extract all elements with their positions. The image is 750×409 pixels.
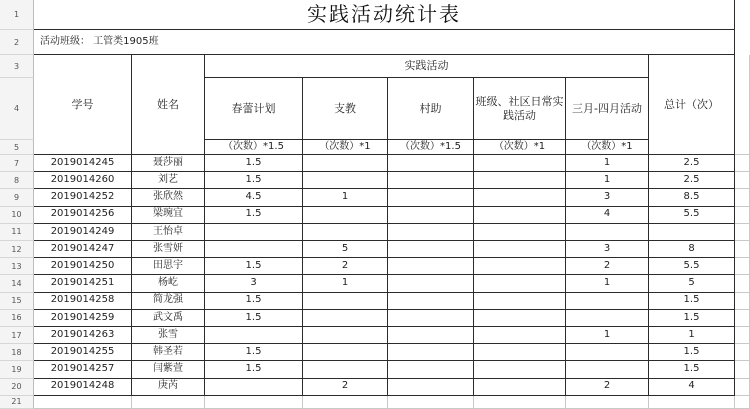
cell-name[interactable]: 梁琬宜 [132,207,205,224]
cell-name[interactable]: 庚芮 [132,379,205,396]
cell-id[interactable]: 2019014257 [34,361,132,378]
blank-cell[interactable] [735,172,750,189]
cell-id[interactable]: 2019014258 [34,293,132,310]
blank-cell[interactable] [735,344,750,361]
cell-teach[interactable]: 1 [303,189,388,206]
cell-village[interactable] [388,224,474,241]
cell-id[interactable]: 2019014250 [34,258,132,275]
cell-mar_apr[interactable] [566,224,649,241]
cell-id[interactable]: 2019014263 [34,327,132,344]
row-header[interactable]: 11 [0,224,34,241]
blank-cell[interactable] [735,207,750,224]
empty-cell[interactable] [566,396,649,409]
cell-village[interactable] [388,241,474,258]
multiplier-spring: （次数）*1.5 [205,140,303,155]
blank-cell[interactable] [735,379,750,396]
cell-village[interactable] [388,275,474,292]
cell-mar_apr[interactable]: 2 [566,379,649,396]
header-activity-group: 实践活动 [205,55,649,78]
cell-spring[interactable] [205,241,303,258]
cell-name[interactable]: 刘艺 [132,172,205,189]
cell-spring[interactable] [205,224,303,241]
cell-village[interactable] [388,327,474,344]
cell-total[interactable]: 1.5 [649,344,735,361]
cell-village[interactable] [388,344,474,361]
cell-community[interactable] [474,310,566,327]
cell-spring[interactable]: 1.5 [205,207,303,224]
empty-cell[interactable] [649,396,735,409]
blank-cell[interactable] [735,258,750,275]
cell-mar_apr[interactable]: 1 [566,327,649,344]
cell-spring[interactable]: 1.5 [205,258,303,275]
row-header[interactable]: 8 [0,172,34,189]
cell-total[interactable]: 1 [649,327,735,344]
cell-total[interactable]: 1.5 [649,361,735,378]
cell-mar_apr[interactable]: 3 [566,189,649,206]
cell-name[interactable]: 武文禹 [132,310,205,327]
cell-total[interactable]: 5.5 [649,258,735,275]
cell-village[interactable] [388,172,474,189]
cell-name[interactable]: 张雪 [132,327,205,344]
cell-name[interactable]: 聂莎丽 [132,155,205,172]
row-header[interactable]: 13 [0,258,34,275]
row-header[interactable]: 9 [0,189,34,206]
header-teaching: 支教 [303,78,388,140]
cell-spring[interactable]: 3 [205,275,303,292]
cell-community[interactable] [474,207,566,224]
cell-community[interactable] [474,327,566,344]
cell-name[interactable]: 闫紫萱 [132,361,205,378]
cell-mar_apr[interactable]: 4 [566,207,649,224]
blank-cell[interactable] [735,275,750,292]
multiplier-village: （次数）*1.5 [388,140,474,155]
empty-cell[interactable] [132,396,205,409]
cell-spring[interactable]: 1.5 [205,293,303,310]
cell-mar_apr[interactable]: 1 [566,172,649,189]
cell-teach[interactable] [303,172,388,189]
cell-name[interactable]: 韩圣若 [132,344,205,361]
cell-id[interactable]: 2019014249 [34,224,132,241]
cell-village[interactable] [388,207,474,224]
cell-total[interactable]: 8.5 [649,189,735,206]
row-header[interactable]: 18 [0,344,34,361]
header-spring-plan: 春蕾计划 [205,78,303,140]
cell-total[interactable]: 2.5 [649,172,735,189]
cell-community[interactable] [474,361,566,378]
cell-total[interactable]: 1.5 [649,293,735,310]
cell-village[interactable] [388,155,474,172]
header-name: 姓名 [132,55,205,155]
cell-id[interactable]: 2019014260 [34,172,132,189]
cell-village[interactable] [388,293,474,310]
cell-id[interactable]: 2019014248 [34,379,132,396]
multiplier-community: （次数）*1 [474,140,566,155]
cell-community[interactable] [474,275,566,292]
cell-id[interactable]: 2019014255 [34,344,132,361]
cell-teach[interactable] [303,224,388,241]
cell-name[interactable]: 王怡卓 [132,224,205,241]
cell-community[interactable] [474,172,566,189]
cell-id[interactable]: 2019014252 [34,189,132,206]
cell-village[interactable] [388,361,474,378]
cell-spring[interactable]: 1.5 [205,172,303,189]
header-community: 班级、社区日常实践活动 [474,78,566,140]
cell-community[interactable] [474,155,566,172]
cell-village[interactable] [388,189,474,206]
cell-name[interactable]: 张雪妍 [132,241,205,258]
cell-spring[interactable]: 4.5 [205,189,303,206]
cell-mar_apr[interactable]: 1 [566,275,649,292]
cell-id[interactable]: 2019014259 [34,310,132,327]
cell-teach[interactable]: 2 [303,379,388,396]
row-header[interactable]: 14 [0,275,34,292]
row-header[interactable]: 4 [0,78,34,140]
cell-community[interactable] [474,379,566,396]
cell-spring[interactable] [205,327,303,344]
cell-teach[interactable] [303,327,388,344]
cell-village[interactable] [388,310,474,327]
cell-village[interactable] [388,258,474,275]
row-header[interactable]: 21 [0,396,34,409]
cell-total[interactable]: 5 [649,275,735,292]
cell-name[interactable]: 张欣然 [132,189,205,206]
empty-cell[interactable] [34,396,132,409]
cell-mar_apr[interactable]: 3 [566,241,649,258]
row-header[interactable]: 20 [0,379,34,396]
cell-total[interactable]: 4 [649,379,735,396]
cell-community[interactable] [474,189,566,206]
cell-id[interactable]: 2019014245 [34,155,132,172]
row-header[interactable]: 16 [0,310,34,327]
blank-cell[interactable] [735,310,750,327]
blank-cell[interactable] [735,224,750,241]
cell-spring[interactable]: 1.5 [205,344,303,361]
cell-teach[interactable] [303,361,388,378]
cell-mar_apr[interactable] [566,310,649,327]
cell-name[interactable]: 田思宇 [132,258,205,275]
row-header[interactable]: 12 [0,241,34,258]
empty-cell[interactable] [303,396,388,409]
cell-total[interactable]: 8 [649,241,735,258]
empty-cell[interactable] [205,396,303,409]
cell-teach[interactable]: 2 [303,258,388,275]
cell-spring[interactable]: 1.5 [205,155,303,172]
cell-spring[interactable]: 1.5 [205,361,303,378]
cell-spring[interactable] [205,379,303,396]
cell-total[interactable]: 5.5 [649,207,735,224]
cell-community[interactable] [474,258,566,275]
cell-name[interactable]: 简龙强 [132,293,205,310]
row-header[interactable]: 15 [0,293,34,310]
cell-total[interactable] [649,224,735,241]
blank-cell[interactable] [735,155,750,172]
class-label: 活动班级： 工管类1905班 [34,30,735,55]
blank-cell[interactable] [735,189,750,206]
cell-community[interactable] [474,224,566,241]
row-header[interactable]: 10 [0,207,34,224]
cell-mar_apr[interactable]: 1 [566,155,649,172]
empty-cell[interactable] [388,396,474,409]
empty-cell[interactable] [474,396,566,409]
multiplier-teach: （次数）*1 [303,140,388,155]
cell-teach[interactable]: 1 [303,275,388,292]
header-mar-apr: 三月-四月活动 [566,78,649,140]
cell-id[interactable]: 2019014256 [34,207,132,224]
cell-community[interactable] [474,344,566,361]
row-header[interactable]: 7 [0,155,34,172]
header-student-id: 学号 [34,55,132,155]
cell-mar_apr[interactable]: 2 [566,258,649,275]
multiplier-mar_apr: （次数）*1 [566,140,649,155]
blank-cell[interactable] [735,361,750,378]
cell-teach[interactable] [303,293,388,310]
cell-village[interactable] [388,379,474,396]
row-header[interactable]: 2 [0,30,34,55]
row-header[interactable]: 17 [0,327,34,344]
cell-teach[interactable] [303,207,388,224]
cell-name[interactable]: 杨屹 [132,275,205,292]
cell-teach[interactable]: 5 [303,241,388,258]
blank-cell[interactable] [735,293,750,310]
cell-teach[interactable] [303,310,388,327]
cell-teach[interactable] [303,155,388,172]
row-header[interactable]: 19 [0,361,34,378]
blank-column [735,55,750,155]
blank-cell[interactable] [735,241,750,258]
cell-community[interactable] [474,293,566,310]
cell-teach[interactable] [303,344,388,361]
cell-community[interactable] [474,241,566,258]
header-village-aid: 村助 [388,78,474,140]
cell-spring[interactable]: 1.5 [205,310,303,327]
cell-id[interactable]: 2019014251 [34,275,132,292]
empty-cell[interactable] [735,396,750,409]
header-total: 总计（次） [649,55,735,155]
blank-cell[interactable] [735,327,750,344]
cell-mar_apr[interactable] [566,361,649,378]
page-title: 实践活动统计表 [34,0,735,30]
row-header[interactable]: 1 [0,0,34,30]
row-header[interactable]: 3 [0,55,34,78]
cell-mar_apr[interactable] [566,293,649,310]
cell-mar_apr[interactable] [566,344,649,361]
cell-total[interactable]: 1.5 [649,310,735,327]
cell-id[interactable]: 2019014247 [34,241,132,258]
row-header[interactable]: 5 [0,140,34,155]
cell-total[interactable]: 2.5 [649,155,735,172]
